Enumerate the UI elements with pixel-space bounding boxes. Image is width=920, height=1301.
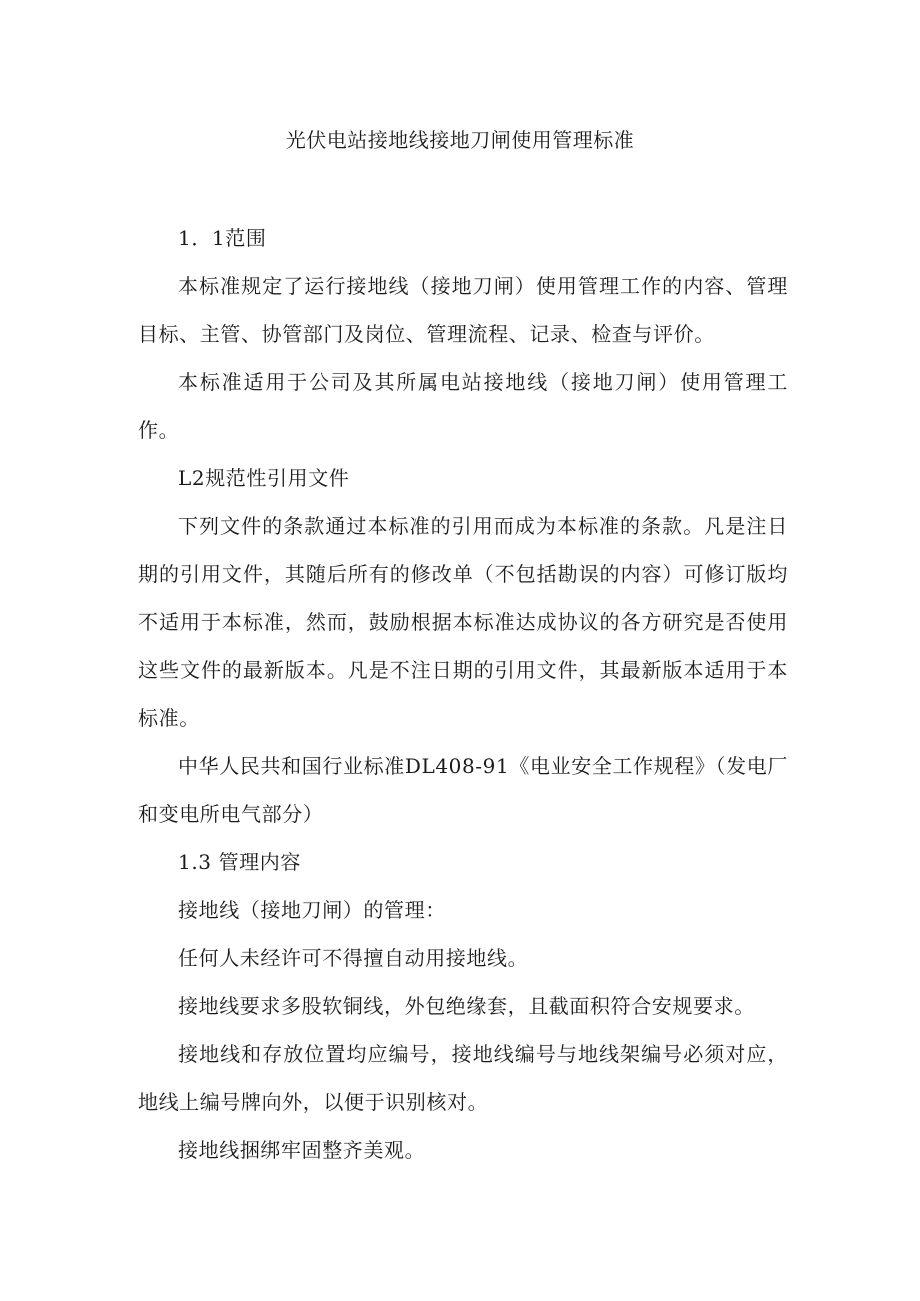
paragraph-rule-numbering: 接地线和存放位置均应编号，接地线编号与地线架编号必须对应，地线上编号牌向外，以便于识别核对。 (138, 1042, 788, 1114)
section-heading-references: L2规范性引用文件 (178, 466, 350, 490)
paragraph-rule-binding: 接地线捆绑牢固整齐美观。 (178, 1138, 426, 1162)
paragraph-rule-wire-spec: 接地线要求多股软铜线，外包绝缘套，且截面积符合安规要求。 (178, 994, 755, 1018)
paragraph-management-intro: 接地线（接地刀闸）的管理： (178, 898, 446, 922)
paragraph-references-terms: 下列文件的条款通过本标准的引用而成为本标准的条款。凡是注日期的引用文件，其随后所有的修改单（不包括勘误的内容）可修订版均不适用于本标准，然而，鼓励根据本标准达成协议的各方研究是否使用这些文件的最新版本。凡是不注日期的引用文件，其最新版本适用于本标准。 (138, 514, 788, 730)
paragraph-scope-applicability: 本标准适用于公司及其所属电站接地线（接地刀闸）使用管理工作。 (138, 370, 788, 442)
paragraph-scope-content: 本标准规定了运行接地线（接地刀闸）使用管理工作的内容、管理目标、主管、协管部门及岗位、管理流程、记录、检查与评价。 (138, 274, 788, 346)
document-title: 光伏电站接地线接地刀闸使用管理标准 (285, 128, 635, 152)
section-heading-management: 1.3 管理内容 (178, 850, 301, 874)
section-heading-scope: 1．1范围 (178, 226, 267, 250)
document-body (138, 214, 788, 1174)
paragraph-rule-permission: 任何人未经许可不得擅自动用接地线。 (178, 946, 529, 970)
paragraph-references-standard: 中华人民共和国行业标准DL408-91《电业安全工作规程》（发电厂和变电所电气部分） (138, 754, 788, 826)
